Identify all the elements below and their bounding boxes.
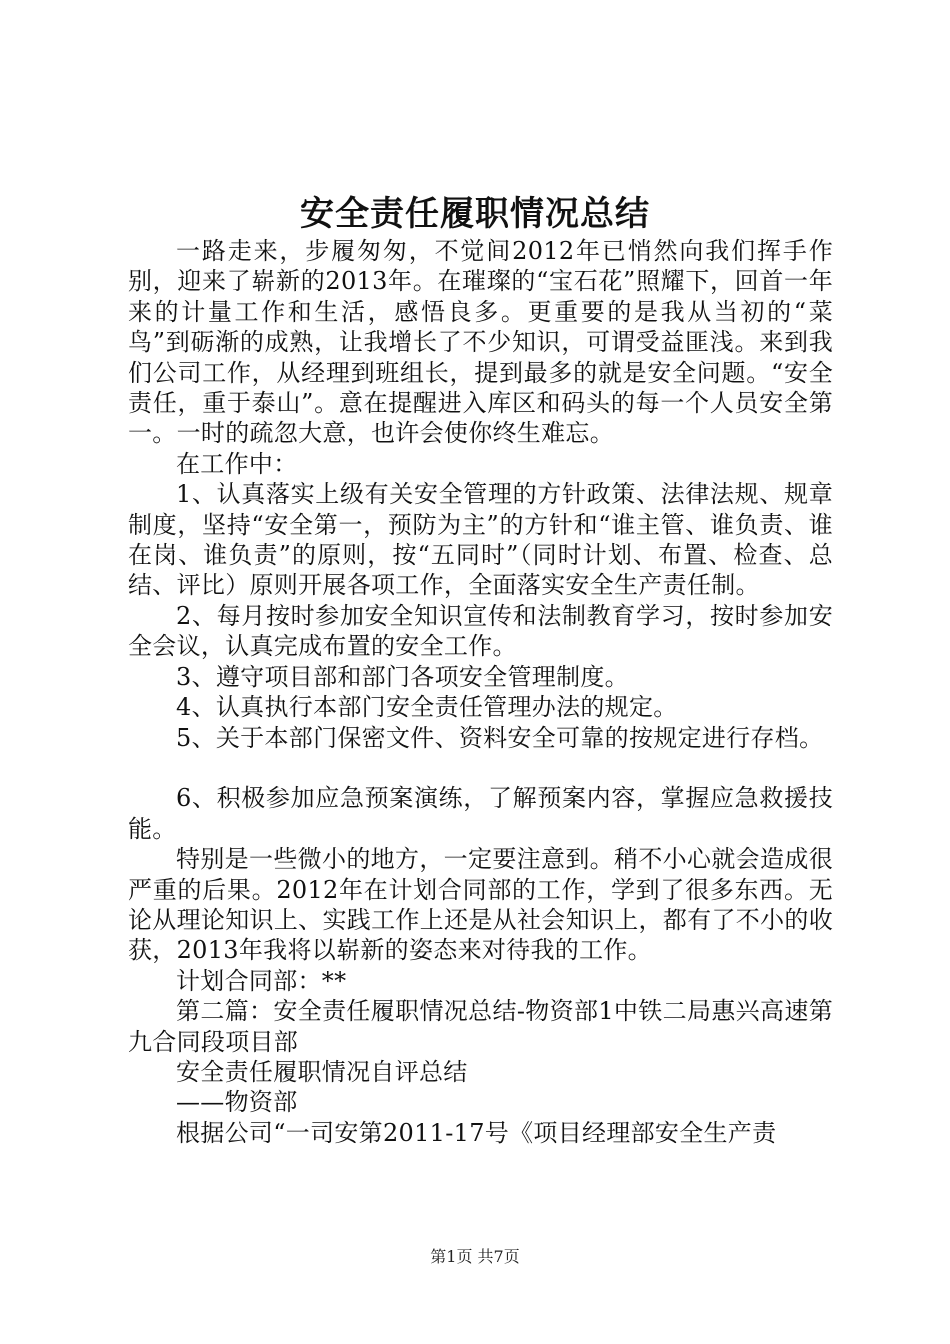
document-title: 安全责任履职情况总结	[300, 194, 650, 234]
list-item-5: 5、关于本部门保密文件、资料安全可靠的按规定进行存档。	[176, 723, 824, 752]
list-item-1: 1、认真落实上级有关安全管理的方针政策、法律法规、规章制度，坚持“安全第一，预防为主”的方针和“谁主管、谁负责、谁在岗、谁负责”的原则，按“五同时”（同时计划、布置、检查、总结、评比）原则开展各项工作，全面落实安全生产责任制。	[128, 480, 833, 600]
list-item-2: 2、每月按时参加安全知识宣传和法制教育学习，按时参加安全会议，认真完成布置的安全工作。	[128, 601, 833, 661]
paragraph-work-heading: 在工作中：	[176, 449, 298, 478]
paragraph-signature: 计划合同部：**	[176, 966, 347, 995]
paragraph-subtitle: 安全责任履职情况自评总结	[176, 1057, 468, 1086]
paragraph-basis: 根据公司“一司安第2011-17号《项目经理部安全生产责	[176, 1118, 777, 1147]
page-number: 第1页 共7页	[430, 1247, 520, 1266]
paragraph-intro: 一路走来，步履匆匆，不觉间2012年已悄然向我们挥手作别，迎来了崭新的2013年。在璀璨的“宝石花”照耀下，回首一年来的计量工作和生活，感悟良多。更重要的是我从当初的“菜鸟”到砺渐的成熟，让我增长了不少知识，可谓受益匪浅。来到我们公司工作，从经理到班组长，提到最多的就是安全问题。“安全责任，重于泰山”。意在提醒进入库区和码头的每一个人员安全第一。一时的疏忽大意，也许会使你终生难忘。	[128, 237, 833, 448]
list-item-4: 4、认真执行本部门安全责任管理办法的规定。	[176, 693, 678, 722]
list-item-3: 3、遵守项目部和部门各项安全管理制度。	[176, 662, 629, 691]
paragraph-summary: 特别是一些微小的地方，一定要注意到。稍不小心就会造成很严重的后果。2012年在计划合同部的工作，学到了很多东西。无论从理论知识上、实践工作上还是从社会知识上，都有了不小的收获，2013年我将以崭新的姿态来对待我的工作。	[128, 845, 833, 965]
paragraph-department: ——物资部	[176, 1088, 298, 1117]
list-item-6: 6、积极参加应急预案演练，了解预案内容，掌握应急救援技能。	[128, 784, 833, 843]
paragraph-second-article-title: 第二篇：安全责任履职情况总结-物资部1中铁二局惠兴高速第九合同段项目部	[128, 997, 833, 1056]
document-body	[128, 236, 833, 1148]
